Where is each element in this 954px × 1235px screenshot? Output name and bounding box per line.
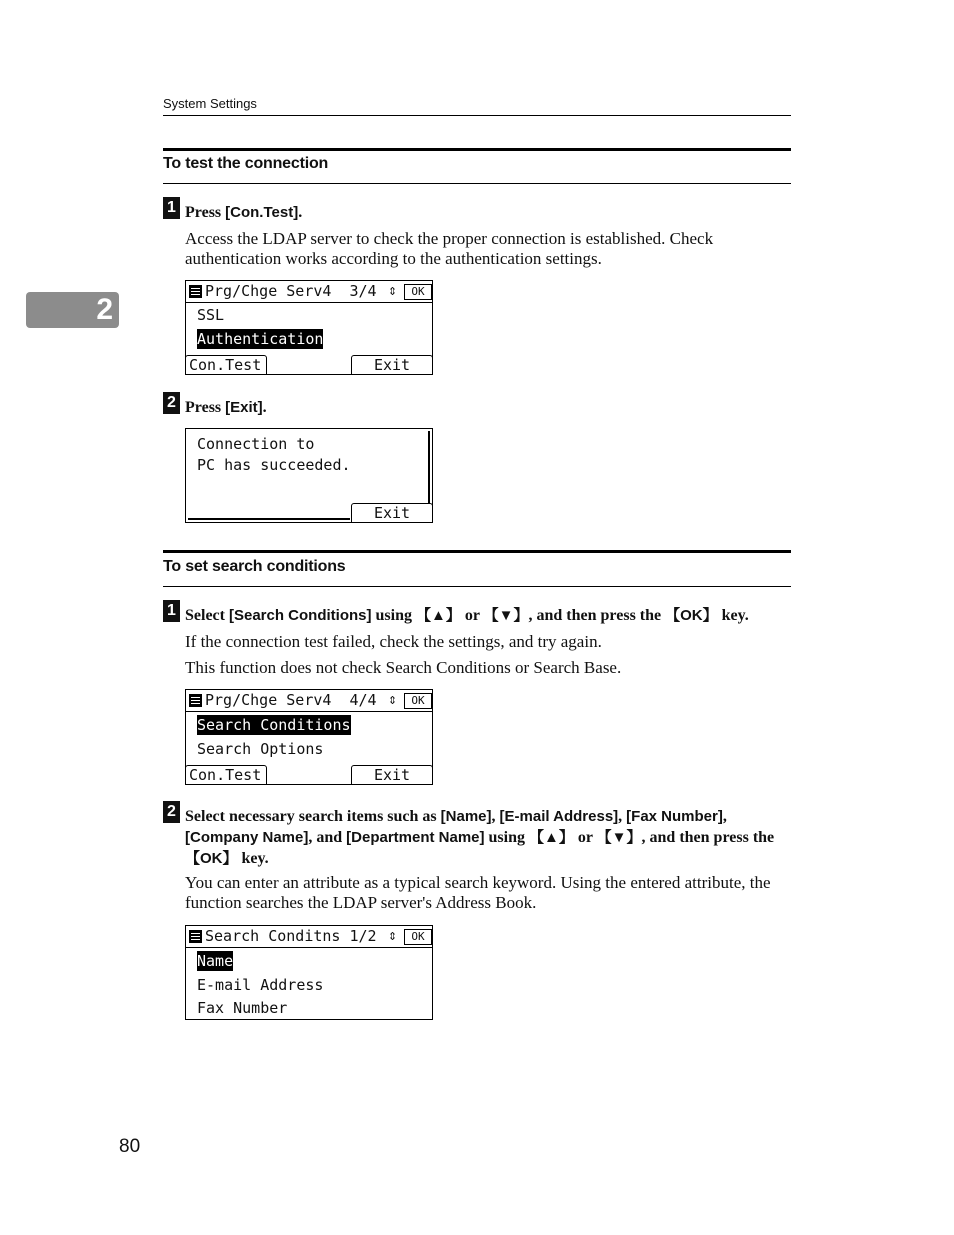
- step-description: You can enter an attribute as a typical search keyword. Using the entered attribute, the function searches the LDAP server's Address Book.: [185, 873, 771, 912]
- lcd-screen: [185, 689, 433, 785]
- lcd-menu-item-selected: Name: [197, 952, 234, 970]
- lcd-header: [186, 281, 432, 303]
- chapter-tab: [26, 292, 119, 328]
- step-description: If the connection test failed, check the settings, and try again.: [185, 632, 602, 651]
- step-instruction: Press [Exit].: [185, 399, 267, 416]
- lcd-menu-item: E-mail Address: [197, 976, 324, 994]
- chapter-number: 2: [96, 293, 113, 326]
- lcd-menu-item: SSL: [197, 306, 225, 324]
- lcd-menu-item-selected: Authentication: [197, 330, 324, 348]
- step-number: 1: [163, 600, 180, 622]
- up-key-label: 【▲】: [529, 829, 574, 846]
- section-title: To test the connection: [163, 155, 329, 172]
- exit-softkey: Exit: [351, 355, 433, 375]
- ok-icon: OK: [404, 284, 432, 300]
- section-rule-bottom: [163, 586, 791, 587]
- step-number: 2: [163, 392, 180, 414]
- key-label: [Company Name]: [185, 829, 309, 846]
- contest-softkey: Con.Test: [185, 765, 267, 785]
- contest-softkey: Con.Test: [185, 355, 267, 375]
- section-rule-top: [163, 550, 791, 553]
- lcd-screen: [185, 428, 433, 523]
- exit-softkey: Exit: [351, 765, 433, 785]
- up-key-label: 【▲】: [415, 607, 461, 624]
- scroll-arrows-icon: ⇕: [388, 926, 398, 944]
- ok-key-label: 【OK】: [185, 850, 238, 867]
- key-label: [E-mail Address]: [499, 808, 619, 825]
- lcd-header: [186, 690, 432, 712]
- key-label: [Name]: [440, 808, 492, 825]
- step-number: 1: [163, 197, 180, 219]
- exit-softkey: Exit: [351, 503, 433, 523]
- scroll-arrows-icon: ⇕: [388, 690, 398, 708]
- document-icon: [189, 930, 202, 943]
- step-number: 2: [163, 801, 180, 823]
- running-header: System Settings: [163, 96, 257, 111]
- key-label: [Search Conditions]: [228, 607, 372, 624]
- section-rule-bottom: [163, 183, 791, 184]
- step-description: Access the LDAP server to check the proper connection is established. Check authentication works according to the authentication settings.: [185, 229, 714, 268]
- document-icon: [189, 694, 202, 707]
- step-instruction: Press [Con.Test].: [185, 204, 303, 221]
- down-key-label: 【▼】: [596, 829, 642, 846]
- lcd-screen: [185, 925, 433, 1020]
- down-key-label: 【▼】: [483, 607, 529, 624]
- lcd-menu-item-selected: Search Conditions: [197, 716, 351, 734]
- lcd-title: Search Conditns 1/2: [205, 927, 377, 945]
- key-label: [Department Name]: [346, 829, 485, 846]
- header-rule: [163, 115, 791, 116]
- step-description: This function does not check Search Conditions or Search Base.: [185, 658, 622, 677]
- section-title: To set search conditions: [163, 558, 346, 575]
- key-label: [Con.Test]: [225, 204, 299, 221]
- scroll-arrows-icon: ⇕: [388, 281, 398, 299]
- step-instruction: Select [Search Conditions] using 【▲】 or 【▼】, and then press the 【OK】 key.: [185, 607, 749, 624]
- lcd-menu-item: Fax Number: [197, 999, 288, 1017]
- lcd-screen: [185, 280, 433, 375]
- lcd-title: Prg/Chge Serv4 3/4: [205, 282, 377, 300]
- section-rule-top: [163, 148, 791, 151]
- ok-key-label: 【OK】: [665, 607, 718, 624]
- key-label: [Fax Number]: [626, 808, 723, 825]
- step-instruction: Select necessary search items such as [Name], [E-mail Address], [Fax Number], [Company Name], and [Department Name] using 【▲】 or 【▼】, and then press the 【OK】 key.: [185, 808, 775, 867]
- document-icon: [189, 285, 202, 298]
- page-number: 80: [119, 1136, 141, 1157]
- key-label: [Exit]: [225, 399, 263, 416]
- lcd-message-line: PC has succeeded.: [197, 456, 351, 474]
- ok-icon: OK: [404, 693, 432, 709]
- lcd-message-line: Connection to: [197, 435, 315, 453]
- lcd-header: [186, 926, 432, 948]
- lcd-title: Prg/Chge Serv4 4/4: [205, 691, 377, 709]
- lcd-menu-item: Search Options: [197, 740, 324, 758]
- ok-icon: OK: [404, 929, 432, 945]
